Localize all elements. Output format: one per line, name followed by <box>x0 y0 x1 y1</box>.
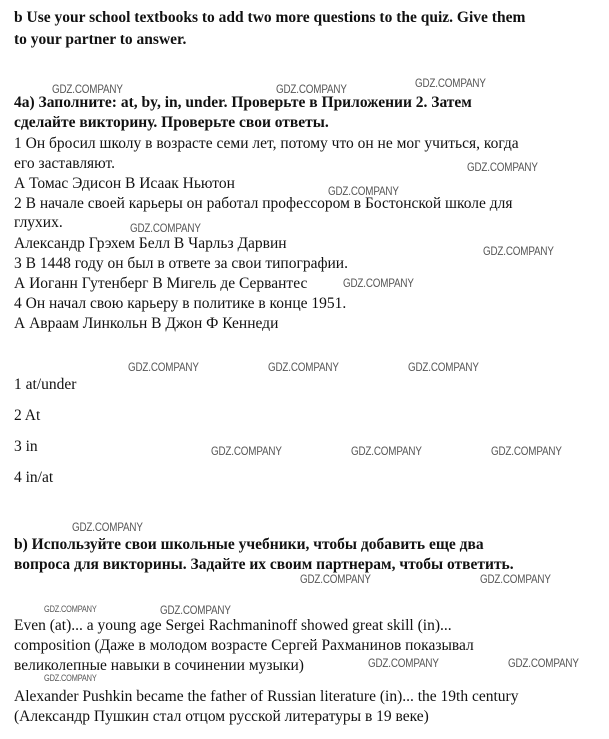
watermark: GDZ.COMPANY <box>268 360 339 374</box>
watermark: GDZ.COMPANY <box>52 82 123 96</box>
answer-2: 2 At <box>14 407 41 424</box>
watermark: GDZ.COMPANY <box>328 184 399 198</box>
watermark: GDZ.COMPANY <box>415 76 486 90</box>
watermark: GDZ.COMPANY <box>300 572 371 586</box>
answer-options-2: Александр Грэхем Белл В Чарльз Дарвин <box>14 235 287 252</box>
watermark: GDZ.COMPANY <box>343 276 414 290</box>
question-2-line-2: глухих. <box>14 214 63 231</box>
watermark: GDZ.COMPANY <box>130 221 201 235</box>
question-2-line-1: 2 В начале своей карьеры он работал профессором в Бостонской школе для <box>14 195 513 212</box>
watermark: GDZ.COMPANY <box>467 160 538 174</box>
answer-3: 3 in <box>14 438 38 455</box>
watermark: GDZ.COMPANY <box>508 656 579 670</box>
watermark: GDZ.COMPANY <box>72 520 143 534</box>
example-2-line-1: Alexander Pushkin became the father of Russian literature (in)... the 19th century <box>14 688 519 705</box>
question-3: 3 В 1448 году он был в ответе за свои типографии. <box>14 255 348 272</box>
question-1-line-1: 1 Он бросил школу в возрасте семи лет, потому что он не мог учиться, когда <box>14 135 519 152</box>
answer-options-1: А Томас Эдисон В Исаак Ньютон <box>14 175 235 192</box>
watermark: GDZ.COMPANY <box>480 572 551 586</box>
watermark: GDZ.COMPANY <box>483 244 554 258</box>
watermark: GDZ.COMPANY <box>351 444 422 458</box>
section-b-title-1: b) Используйте свои школьные учебники, чтобы добавить еще два <box>14 536 484 553</box>
example-1-line-2: composition (Даже в молодом возрасте Сергей Рахманинов показывал <box>14 637 474 654</box>
section-4a-title-2: сделайте викторину. Проверьте свои ответы. <box>14 114 329 131</box>
watermark: GDZ.COMPANY <box>276 82 347 96</box>
watermark: GDZ.COMPANY <box>211 444 282 458</box>
watermark: GDZ.COMPANY <box>160 603 231 617</box>
watermark: GDZ.COMPANY <box>128 360 199 374</box>
watermark: GDZ.COMPANY <box>408 360 479 374</box>
watermark: GDZ.COMPANY <box>368 656 439 670</box>
answer-1: 1 at/under <box>14 376 77 393</box>
watermark: GDZ.COMPANY <box>491 444 562 458</box>
watermark: GDZ.COMPANY <box>44 604 97 614</box>
heading-line-2: to your partner to answer. <box>14 31 187 48</box>
example-1-line-1: Even (at)... a young age Sergei Rachmaninoff showed great skill (in)... <box>14 617 452 634</box>
section-4a-title-1: 4а) Заполните: at, by, in, under. Проверьте в Приложении 2. Затем <box>14 94 472 111</box>
answer-options-3: А Иоганн Гутенберг В Мигель де Сервантес <box>14 275 308 292</box>
section-b-title-2: вопроса для викторины. Задайте их своим партнерам, чтобы ответить. <box>14 556 514 573</box>
example-2-line-2: (Александр Пушкин стал отцом русской литературы в 19 веке) <box>14 708 429 725</box>
question-1-line-2: его заставляют. <box>14 155 116 172</box>
watermark: GDZ.COMPANY <box>44 673 97 683</box>
question-4: 4 Он начал свою карьеру в политике в конце 1951. <box>14 295 347 312</box>
example-1-line-3: великолепные навыки в сочинении музыки) <box>14 657 304 674</box>
heading-line-1: b Use your school textbooks to add two more questions to the quiz. Give them <box>14 9 526 26</box>
answer-4: 4 in/at <box>14 469 54 486</box>
answer-options-4: А Авраам Линкольн В Джон Ф Кеннеди <box>14 315 279 332</box>
